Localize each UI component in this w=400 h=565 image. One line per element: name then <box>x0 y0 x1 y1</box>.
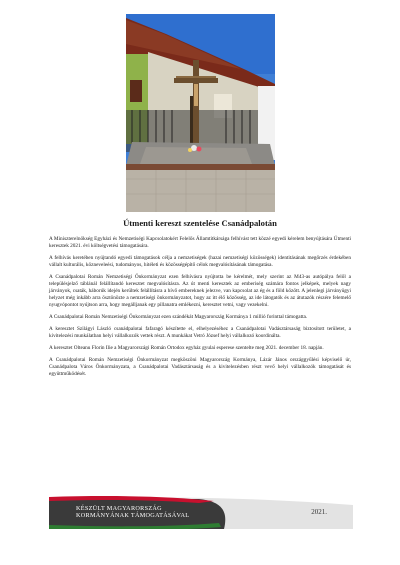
paragraph: A Csanádpalotai Román Nemzetiségi Önkormányzat ezen szándékát Magyarország Kormánya 1 millió forinttal támogatta. <box>49 314 308 320</box>
government-support-banner <box>49 495 353 529</box>
paragraph: A Csanádpalotai Román Nemzetiségi Önkormányzat ezen felhívásra nyújtotta be kérelmét, mely szerint az M43-as autópálya felől a településjelző táblánál felállítandó keresztet megvalósításra. Az út menti keresztek az emberiség számára fontos jelképek, melyek nagy járványok, csaták, háborúk idején kerültek felállításra a hívő embereknek jelezve, van kapcsolat az ég és a föld között. A jelenlegi járványügyi helyzet még inkább arra ösztönözte a nemzetiségi önkormányzatot, hogy az itt élő közösség, az ide látogatók és az átutazók részére felemelő nyugvópontot nyújtson arra, hogy megálljanak egy pillanatra emlékezni, keresztet vetni, vagy vezekelni. <box>49 274 351 308</box>
paragraph: A Csanádpalotai Román Nemzetiségi Önkormányzat megköszöni Magyarország Kormánya, Lázár János országgyűlési képviselő úr, Csanádpalota Város Önkormányzata, a Csanádpalotai Vadásztársaság és a kivitelezésben részt vevő helyi vállalkozók támogatását és együttműködését. <box>49 357 351 377</box>
banner-text-line2: KORMÁNYÁNAK TÁMOGATÁSÁVAL <box>76 512 190 519</box>
paragraph: A keresztet Olteanu Florin Ilie a Magyarországi Román Ortodox egyház gyulai esperese szentelte meg 2021. december 18. napján. <box>49 345 324 351</box>
paragraph: A Miniszterelnökség Egyházi és Nemzetiségi Kapcsolatokért Felelős Államtitkársága felhívást tett közzé egyedi kérelem benyújtására Útmenti keresztek 2021. évi költségvetési támogatására. <box>49 236 351 249</box>
article-title: Útmenti kereszt szentelése Csanádpalotán <box>123 218 277 228</box>
article-body <box>49 236 351 383</box>
wayside-cross-photo <box>126 14 275 212</box>
paragraph: A felhívás keretében nyújtandó egyedi támogatások célja a nemzetiségek (hazai nemzetiségi közösségek) identitásának megőrzés érdekében vállalt kulturális, közneveleési, tudományos, hitéleti és közösségépítő célok megvalósításának támogatása. <box>49 255 351 268</box>
banner-text-line1: KÉSZÜLT MAGYARORSZÁG <box>76 505 162 512</box>
banner-year: 2021. <box>311 508 327 516</box>
paragraph: A keresztet Szilágyi László csanádpalotai fafaragó készítette el, elhelyezéséhez a Csanádpalotai Vadásztársaság biztosított területet, a kivitelezési munkálatban helyi vállalkozók vettek részt. A munkákat Vetró József helyi vállalkozó koordinálta. <box>49 326 351 339</box>
